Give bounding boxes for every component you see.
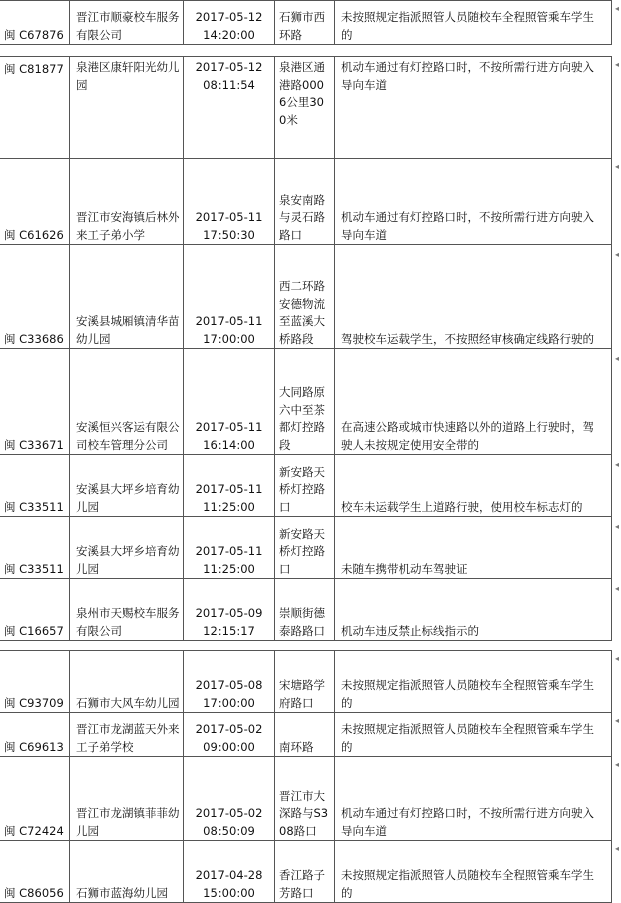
unit-cell: 晋江市龙湖蓝天外来工子弟学校	[70, 713, 184, 757]
plate-cell: 闽 C33511	[0, 455, 70, 517]
paragraph-mark-icon: ◂	[614, 354, 619, 363]
unit-cell: 泉州市天赐校车服务有限公司	[70, 579, 184, 641]
violation-cell: 机动车违反禁止标线指示的	[335, 579, 612, 641]
table-row	[0, 579, 612, 641]
unit-cell: 安溪县城厢镇清华苗幼儿园	[70, 245, 184, 349]
location-cell: 泉港区通港路0006公里300米	[275, 57, 335, 159]
plate-cell: 闽 C33671	[0, 349, 70, 455]
plate-cell: 闽 C33511	[0, 517, 70, 579]
paragraph-mark-icon: ◂	[614, 60, 619, 69]
datetime-cell: 2017-05-02 08:50:09	[184, 757, 275, 841]
datetime-cell: 2017-05-12 08:11:54	[184, 57, 275, 159]
table-row	[0, 713, 612, 757]
paragraph-mark-icon: ◂	[614, 844, 619, 853]
plate-cell: 闽 C16657	[0, 579, 70, 641]
table-row	[0, 159, 612, 245]
violation-cell: 未按照规定指派照管人员随校车全程照管乘车学生的	[335, 651, 612, 713]
plate-cell: 闽 C69613	[0, 713, 70, 757]
table-row	[0, 517, 612, 579]
location-cell: 石狮市西环路	[275, 1, 335, 45]
violation-table-part-1	[0, 0, 612, 45]
location-cell: 新安路天桥灯控路口	[275, 455, 335, 517]
table-row	[0, 245, 612, 349]
paragraph-mark-icon: ◂	[614, 716, 619, 725]
violation-cell: 未随车携带机动车驾驶证	[335, 517, 612, 579]
violation-cell: 机动车通过有灯控路口时，不按所需行进方向驶入导向车道	[335, 57, 612, 159]
table-row	[0, 757, 612, 841]
location-cell: 宋塘路学府路口	[275, 651, 335, 713]
paragraph-mark-icon: ◂	[614, 250, 619, 259]
unit-cell: 安溪县大坪乡培育幼儿园	[70, 455, 184, 517]
violation-cell: 机动车通过有灯控路口时，不按所需行进方向驶入导向车道	[335, 757, 612, 841]
location-cell: 南环路	[275, 713, 335, 757]
datetime-cell: 2017-04-28 15:00:00	[184, 841, 275, 903]
datetime-cell: 2017-05-11 17:50:30	[184, 159, 275, 245]
paragraph-mark-icon: ◂	[614, 760, 619, 769]
datetime-cell: 2017-05-12 14:20:00	[184, 1, 275, 45]
violation-cell: 未按照规定指派照管人员随校车全程照管乘车学生的	[335, 713, 612, 757]
unit-cell: 安溪恒兴客运有限公司校车管理分公司	[70, 349, 184, 455]
violation-cell: 机动车通过有灯控路口时，不按所需行进方向驶入导向车道	[335, 159, 612, 245]
paragraph-mark-icon: ◂	[614, 162, 619, 171]
unit-cell: 石狮市大风车幼儿园	[70, 651, 184, 713]
location-cell: 泉安南路与灵石路路口	[275, 159, 335, 245]
datetime-cell: 2017-05-08 17:00:00	[184, 651, 275, 713]
plate-cell: 闽 C86056	[0, 841, 70, 903]
plate-cell: 闽 C67876	[0, 1, 70, 45]
violation-cell: 校车未运载学生上道路行驶，使用校车标志灯的	[335, 455, 612, 517]
paragraph-mark-icon: ◂	[614, 522, 619, 531]
paragraph-mark-icon: ◂	[614, 584, 619, 593]
location-cell: 香江路子芳路口	[275, 841, 335, 903]
table-row	[0, 57, 612, 159]
unit-cell: 晋江市顺豪校车服务有限公司	[70, 1, 184, 45]
plate-cell: 闽 C61626	[0, 159, 70, 245]
location-cell: 大同路原六中至茶都灯控路段	[275, 349, 335, 455]
table-row	[0, 651, 612, 713]
violation-cell: 驾驶校车运载学生，不按照经审核确定线路行驶的	[335, 245, 612, 349]
unit-cell: 晋江市龙湖镇菲菲幼儿园	[70, 757, 184, 841]
paragraph-mark-icon: ◂	[614, 460, 619, 469]
plate-cell: 闽 C33686	[0, 245, 70, 349]
datetime-cell: 2017-05-02 09:00:00	[184, 713, 275, 757]
violation-cell: 未按照规定指派照管人员随校车全程照管乘车学生的	[335, 841, 612, 903]
table-row	[0, 455, 612, 517]
unit-cell: 泉港区康轩阳光幼儿园	[70, 57, 184, 159]
location-cell: 西二环路安德物流至蓝溪大桥路段	[275, 245, 335, 349]
datetime-cell: 2017-05-09 12:15:17	[184, 579, 275, 641]
datetime-cell: 2017-05-11 11:25:00	[184, 517, 275, 579]
table-row	[0, 1, 612, 45]
violation-table-part-3	[0, 650, 612, 903]
unit-cell: 晋江市安海镇后林外来工子弟小学	[70, 159, 184, 245]
unit-cell: 石狮市蓝海幼儿园	[70, 841, 184, 903]
location-cell: 崇顺街德泰路路口	[275, 579, 335, 641]
table-row	[0, 841, 612, 903]
paragraph-mark-icon: ◂	[614, 4, 619, 13]
unit-cell: 安溪县大坪乡培育幼儿园	[70, 517, 184, 579]
location-cell: 晋江市大深路与S308路口	[275, 757, 335, 841]
paragraph-mark-icon: ◂	[614, 654, 619, 663]
plate-cell: 闽 C93709	[0, 651, 70, 713]
location-cell: 新安路天桥灯控路口	[275, 517, 335, 579]
datetime-cell: 2017-05-11 16:14:00	[184, 349, 275, 455]
violation-table-part-2	[0, 56, 612, 641]
plate-cell: 闽 C81877	[0, 57, 70, 159]
plate-cell: 闽 C72424	[0, 757, 70, 841]
table-row	[0, 349, 612, 455]
datetime-cell: 2017-05-11 17:00:00	[184, 245, 275, 349]
datetime-cell: 2017-05-11 11:25:00	[184, 455, 275, 517]
violation-cell: 在高速公路或城市快速路以外的道路上行驶时，驾驶人未按规定使用安全带的	[335, 349, 612, 455]
violation-cell: 未按照规定指派照管人员随校车全程照管乘车学生的	[335, 1, 612, 45]
